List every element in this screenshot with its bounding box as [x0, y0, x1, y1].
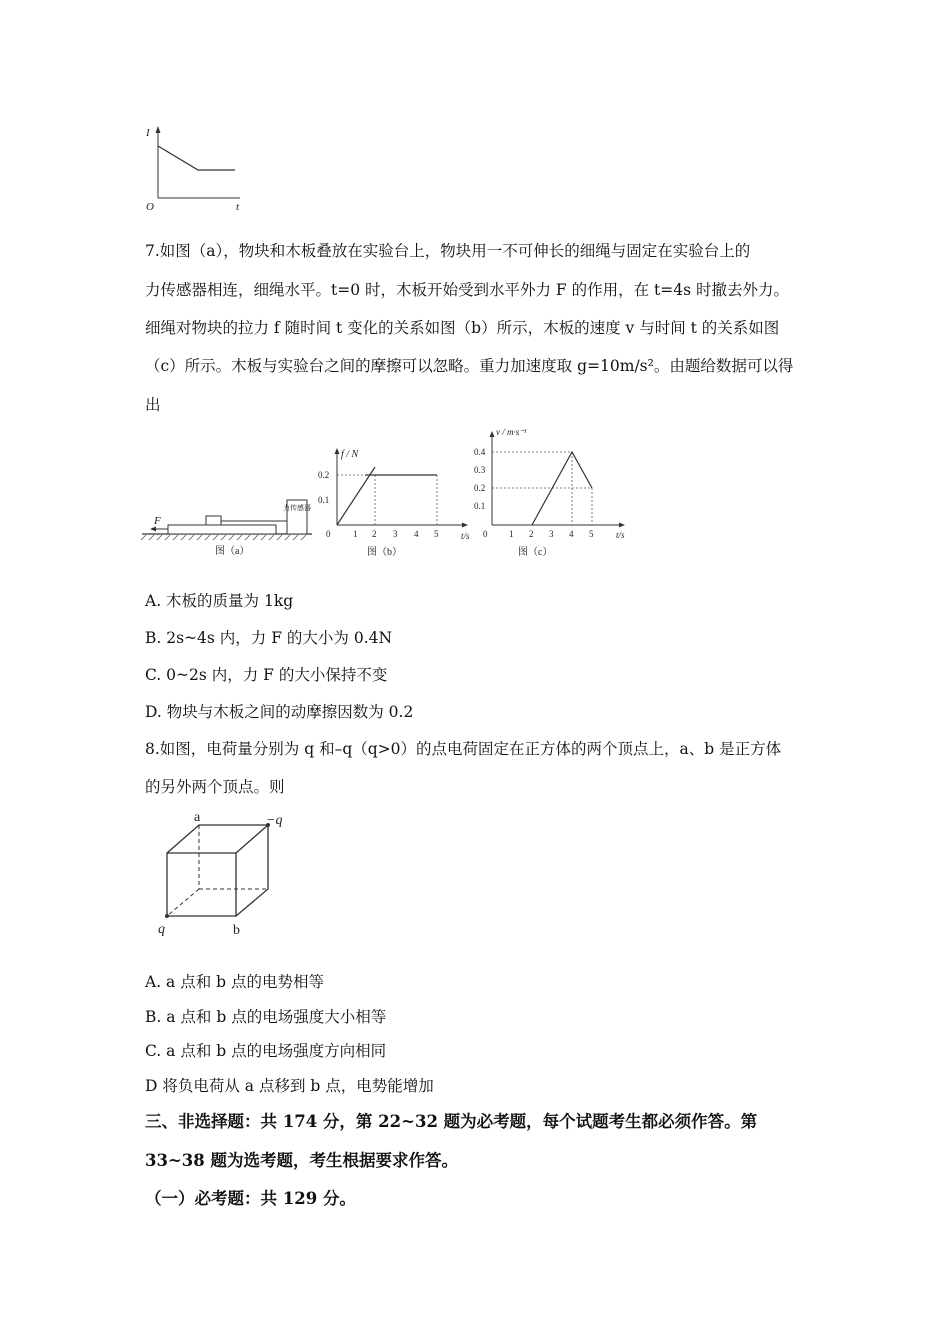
q8-option-a: A. a 点和 b 点的电势相等 [145, 973, 324, 991]
sensor-label-1: 力传感器 [283, 504, 311, 512]
figure-c [470, 425, 640, 565]
cube-figure [150, 812, 300, 942]
q7-option-c: C. 0~2s 内，力 F 的大小保持不变 [145, 666, 388, 684]
board [168, 525, 276, 534]
section-subheading: （一）必考题：共 129 分。 [145, 1189, 356, 1208]
graph-x-label: t [236, 201, 240, 213]
q8-line-2: 的另外两个顶点。则 [145, 778, 285, 796]
fig-c-ytick-0.1: 0.1 [474, 501, 486, 511]
fig-c-x-label: t/s [616, 530, 625, 540]
cube-label-q: q [158, 922, 165, 937]
fig-b-y-label: f / N [341, 449, 359, 460]
fig-c-ytick-0.3: 0.3 [474, 465, 486, 475]
fig-c-ytick-0.4: 0.4 [474, 447, 486, 457]
fig-c-y-label: v / m·s⁻¹ [496, 427, 527, 437]
q7-option-d: D. 物块与木板之间的动摩擦因数为 0.2 [145, 703, 414, 721]
q7-line-5: 出 [145, 396, 161, 414]
figure-b-caption: 图（b） [367, 547, 402, 558]
fig-c-xtick-0: 0 [483, 529, 488, 539]
q7-line-4: （c）所示。木板与实验台之间的摩擦可以忽略。重力加速度取 g=10m/s²。由题给数据可以得 [145, 357, 794, 375]
figure-c-caption: 图（c） [518, 547, 553, 558]
fig-b-xtick-4: 4 [414, 529, 419, 539]
fig-b-xtick-3: 3 [393, 529, 398, 539]
fig-c-xtick-1: 1 [509, 529, 514, 539]
cube-label-b: b [233, 923, 240, 938]
q8-line-1: 8.如图，电荷量分别为 q 和–q（q>0）的点电荷固定在正方体的两个顶点上，a、b 是正方体 [145, 740, 782, 758]
q7-option-b: B. 2s~4s 内，力 F 的大小为 0.4N [145, 629, 393, 647]
fig-b-xtick-5: 5 [434, 529, 439, 539]
q8-option-c: C. a 点和 b 点的电场强度方向相同 [145, 1042, 387, 1060]
graph-y-label: I [146, 127, 150, 139]
graph-origin: O [146, 201, 154, 213]
q7-line-2: 力传感器相连，细绳水平。t=0 时，木板开始受到水平外力 F 的作用，在 t=4s 时撤去外力。 [145, 281, 790, 299]
fig-b-xtick-2: 2 [372, 529, 377, 539]
cube-label-a: a [194, 812, 201, 825]
cube-label-neg-q: −q [266, 813, 283, 828]
force-label: F [154, 515, 161, 527]
section-heading-line-1: 三、非选择题：共 174 分，第 22~32 题为必考题，每个试题考生都必须作答。第 [145, 1112, 758, 1131]
q8-option-d: D 将负电荷从 a 点移到 b 点，电势能增加 [145, 1077, 434, 1095]
q8-option-b: B. a 点和 b 点的电场强度大小相等 [145, 1008, 387, 1026]
q7-line-3: 细绳对物块的拉力 f 随时间 t 变化的关系如图（b）所示，木板的速度 v 与时间 t 的关系如图 [145, 319, 780, 337]
figure-b [315, 445, 485, 565]
section-heading-line-2: 33~38 题为选考题，考生根据要求作答。 [145, 1151, 458, 1170]
fig-c-ytick-0.2: 0.2 [474, 483, 486, 493]
fig-c-xtick-2: 2 [529, 529, 534, 539]
fig-b-ytick-0.1: 0.1 [318, 495, 330, 505]
fig-c-xtick-3: 3 [549, 529, 554, 539]
fig-c-xtick-4: 4 [569, 529, 574, 539]
figure-a [140, 490, 320, 565]
q7-line-1: 7.如图（a），物块和木板叠放在实验台上，物块用一不可伸长的细绳与固定在实验台上的 [145, 242, 751, 260]
block [206, 516, 221, 525]
current-time-graph [140, 122, 250, 214]
fig-c-xtick-5: 5 [589, 529, 594, 539]
figure-a-caption: 图（a） [215, 546, 250, 557]
fig-b-x-label: t/s [461, 531, 470, 541]
fig-b-xtick-0: 0 [326, 529, 331, 539]
fig-b-ytick-0.2: 0.2 [318, 470, 330, 480]
fig-b-xtick-1: 1 [353, 529, 358, 539]
q7-option-a: A. 木板的质量为 1kg [145, 592, 294, 610]
